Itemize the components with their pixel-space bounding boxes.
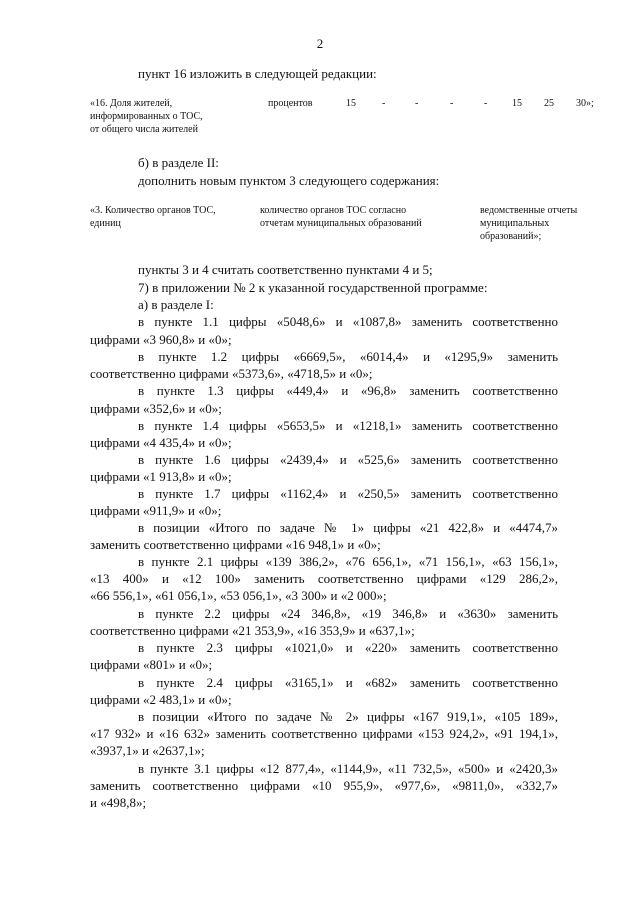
body-line: и «498,8»; xyxy=(90,795,147,810)
body-line: заменить соответственно цифрами «16 948,1» и «0»; xyxy=(90,537,381,552)
source-line: муниципальных xyxy=(480,218,550,229)
source-line: образований»; xyxy=(480,231,542,242)
section-b: б) в разделе II: xyxy=(138,155,219,170)
body-line: цифрами «3 960,8» и «0»; xyxy=(90,332,232,347)
body-line: «17 932» и «16 632» заменить соответственно цифрами «153 924,2», «91 194,1», xyxy=(90,726,558,741)
indicator-line: от общего числа жителей xyxy=(90,124,198,135)
unit-cell: процентов xyxy=(268,98,313,109)
body-line: «13 400» и «12 100» заменить соответственно цифрами «129 286,2», xyxy=(90,571,558,586)
body-line: цифрами «4 435,4» и «0»; xyxy=(90,435,232,450)
value-cell: - xyxy=(382,98,386,109)
value-cell: 25 xyxy=(544,98,554,109)
body-line: в пункте 1.4 цифры «5653,5» и «1218,1» заменить соответственно xyxy=(138,418,558,433)
body-line: в пункте 1.2 цифры «6669,5», «6014,4» и «1295,9» заменить xyxy=(138,349,558,364)
page-number: 2 xyxy=(316,36,324,51)
body-line: в позиции «Итого по задаче № 2» цифры «167 919,1», «105 189», xyxy=(138,709,558,724)
intro-line: пункт 16 изложить в следующей редакции: xyxy=(138,66,377,81)
value-cell: 30»; xyxy=(576,98,594,109)
body-line: пункты 3 и 4 считать соответственно пунктами 4 и 5; xyxy=(138,262,433,277)
body-line: цифрами «352,6» и «0»; xyxy=(90,401,222,416)
body-line: в пункте 1.6 цифры «2439,4» и «525,6» заменить соответственно xyxy=(138,452,558,467)
value-cell: - xyxy=(415,98,419,109)
value-cell: 15 xyxy=(346,98,356,109)
body-line: в пункте 2.2 цифры «24 346,8», «19 346,8» и «3630» заменить xyxy=(138,606,558,621)
indicator-line: единиц xyxy=(90,218,121,229)
method-line: количество органов ТОС согласно xyxy=(260,205,407,216)
body-line: в пункте 1.3 цифры «449,4» и «96,8» заменить соответственно xyxy=(138,383,558,398)
value-cell: 15 xyxy=(512,98,522,109)
body-line: а) в разделе I: xyxy=(138,297,214,312)
body-line: в пункте 1.7 цифры «1162,4» и «250,5» заменить соответственно xyxy=(138,486,558,501)
body-line: в пункте 1.1 цифры «5048,6» и «1087,8» заменить соответственно xyxy=(138,314,558,329)
indicator-line: «3. Количество органов ТОС, xyxy=(90,205,216,216)
body-line: «3937,1» и «2637,1»; xyxy=(90,743,205,758)
indicator-line: информированных о ТОС, xyxy=(90,111,203,122)
body-line: 7) в приложении № 2 к указанной государственной программе: xyxy=(138,280,488,295)
body-line: в пункте 2.4 цифры «3165,1» и «682» заменить соответственно xyxy=(138,675,558,690)
body-line: цифрами «2 483,1» и «0»; xyxy=(90,692,232,707)
body-line: цифрами «801» и «0»; xyxy=(90,657,213,672)
value-cell: - xyxy=(484,98,488,109)
body-line: в позиции «Итого по задаче № 1» цифры «21 422,8» и «4474,7» xyxy=(138,520,558,535)
body-line: заменить соответственно цифрами «10 955,9», «977,6», «9811,0», «332,7» xyxy=(90,778,558,793)
source-line: ведомственные отчеты xyxy=(480,205,578,216)
value-cell: - xyxy=(450,98,454,109)
indicator-line: «16. Доля жителей, xyxy=(90,98,173,109)
body-line: цифрами «1 913,8» и «0»; xyxy=(90,469,232,484)
body-line: в пункте 2.1 цифры «139 386,2», «76 656,1», «71 156,1», «63 156,1», xyxy=(138,554,558,569)
body-line: цифрами «911,9» и «0»; xyxy=(90,503,222,518)
method-line: отчетам муниципальных образований xyxy=(260,218,422,229)
add-point-line: дополнить новым пунктом 3 следующего содержания: xyxy=(138,173,440,188)
body-line: в пункте 3.1 цифры «12 877,4», «1144,9», «11 732,5», «500» и «2420,3» xyxy=(138,761,558,776)
body-line: «66 556,1», «61 056,1», «53 056,1», «3 300» и «2 000»; xyxy=(90,588,387,603)
body-line: в пункте 2.3 цифры «1021,0» и «220» заменить соответственно xyxy=(138,640,558,655)
body-line: соответственно цифрами «5373,6», «4718,5» и «0»; xyxy=(90,366,373,381)
body-line: соответственно цифрами «21 353,9», «16 353,9» и «637,1»; xyxy=(90,623,415,638)
